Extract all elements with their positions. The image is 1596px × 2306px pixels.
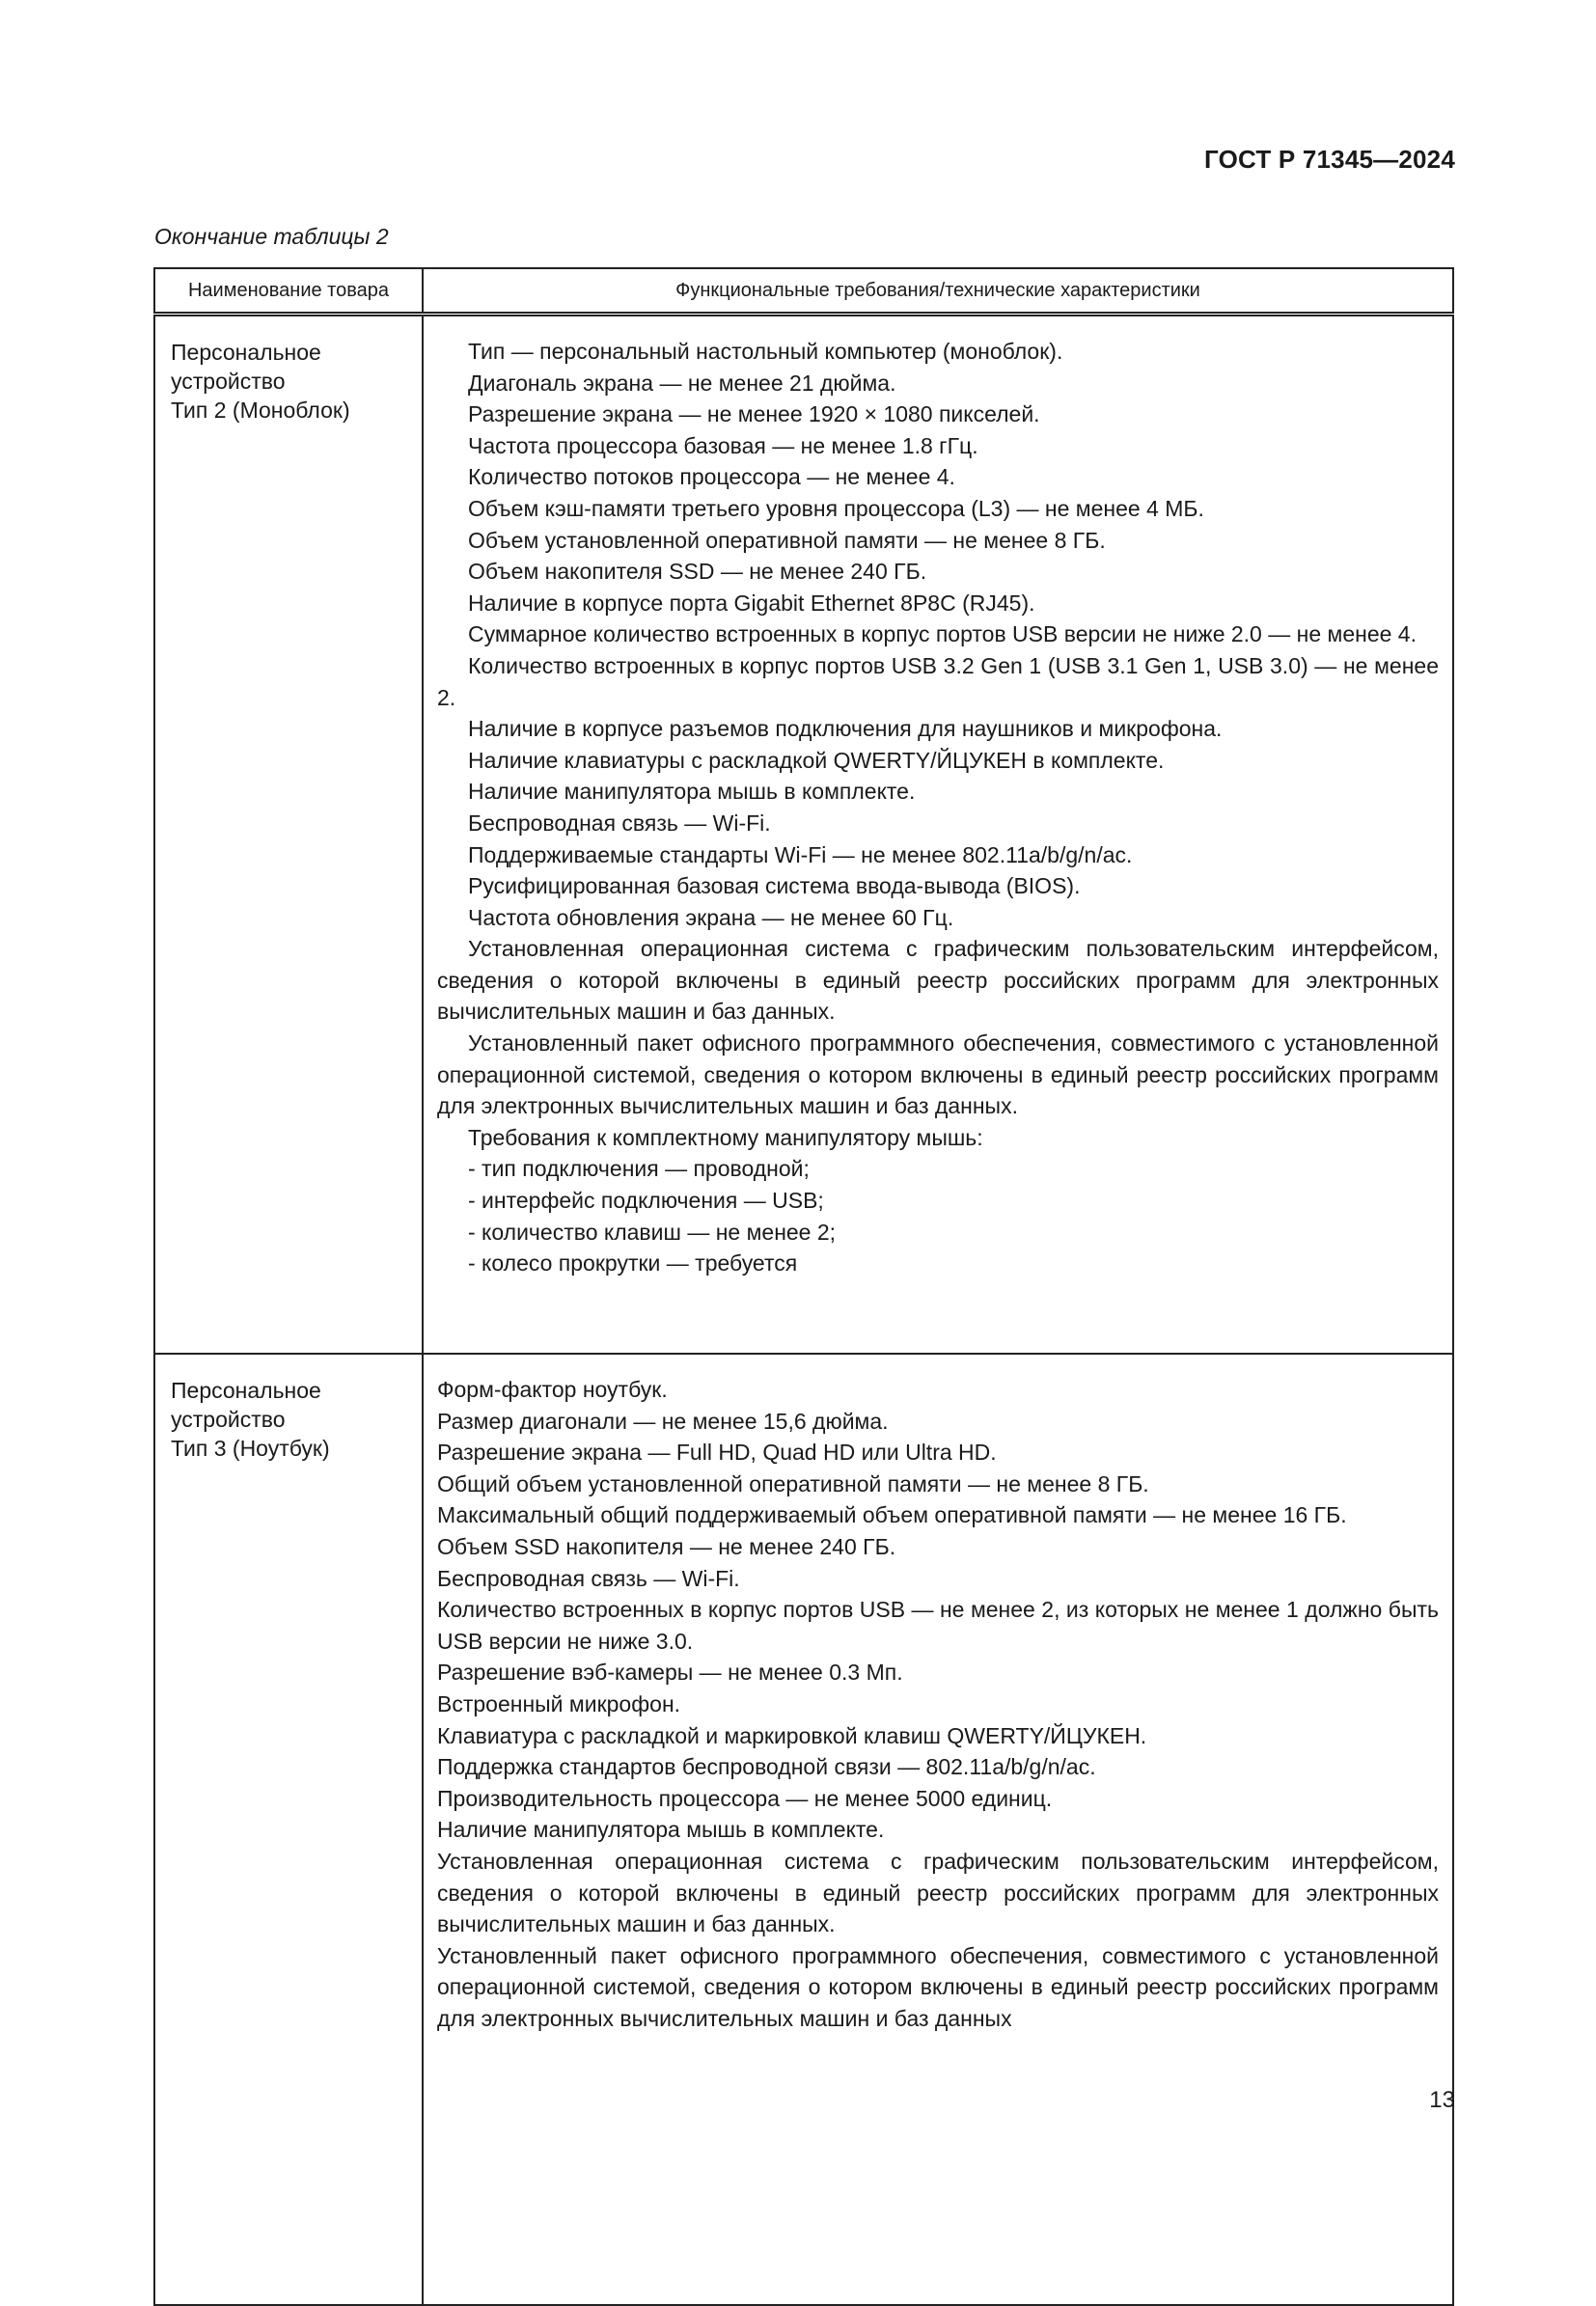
requirement-line: Количество встроенных в корпус портов USB — не менее 2, из которых не менее 1 должно быть USB версии не ниже 3.0. [437, 1597, 1439, 1654]
requirement-line: Русифицированная базовая система ввода-вывода (BIOS). [468, 873, 1081, 899]
product-name-line: Персональное [171, 1378, 321, 1403]
requirement-line: Размер диагонали — не менее 15,6 дюйма. [437, 1408, 889, 1434]
requirement-line: Диагональ экрана — не менее 21 дюйма. [468, 370, 896, 396]
requirement-line: - тип подключения — проводной; [468, 1156, 810, 1182]
requirement-line: - количество клавиш — не менее 2; [468, 1219, 837, 1245]
requirement-line: Установленная операционная система с графическим пользовательским интерфейсом, сведения о которой включены в единый реестр российских программ для электронных вычислительных машин и баз данных. [437, 936, 1439, 1025]
requirement-line: Производительность процессора — не менее 5000 единиц. [437, 1785, 1053, 1811]
product-name-cell [154, 1354, 423, 2305]
requirement-line: Установленный пакет офисного программного обеспечения, совместимого с установленной операционной системой, сведения о котором включены в единый реестр российских программ для электронных вычислительных машин и баз данных. [437, 1030, 1439, 1119]
requirement-line: Частота обновления экрана — не менее 60 Гц. [468, 904, 954, 930]
requirement-line: Беспроводная связь — Wi-Fi. [437, 1565, 740, 1591]
requirement-line: Суммарное количество встроенных в корпус портов USB версии не ниже 2.0 — не менее 4. [468, 621, 1417, 647]
page-number: 13 [1429, 2087, 1455, 2113]
requirement-line: Беспроводная связь — Wi-Fi. [468, 810, 771, 836]
requirement-line: Максимальный общий поддерживаемый объем оперативной памяти — не менее 16 ГБ. [437, 1502, 1347, 1528]
column-header-requirements: Функциональные требования/технические характеристики [423, 268, 1453, 315]
requirements-cell [423, 315, 1453, 1355]
requirement-line: Клавиатура с раскладкой и маркировкой клавиш QWERTY/ЙЦУКЕН. [437, 1722, 1147, 1748]
requirements-table [153, 267, 1454, 2306]
product-name-line: устройство [171, 1407, 286, 1432]
table-header-row [154, 268, 1453, 315]
requirement-line: Разрешение экрана — не менее 1920 × 1080 пикселей. [468, 401, 1040, 427]
requirement-line: - интерфейс подключения — USB; [468, 1188, 824, 1214]
table-row [154, 315, 1453, 1355]
requirement-line: Объем SSD накопителя — не менее 240 ГБ. [437, 1533, 896, 1559]
product-name-line: устройство [171, 369, 286, 394]
requirement-line: - колесо прокрутки — требуется [468, 1250, 798, 1277]
requirement-line: Общий объем установленной оперативной памяти — не менее 8 ГБ. [437, 1470, 1149, 1496]
product-name-line: Персональное [171, 340, 321, 365]
requirement-line: Поддерживаемые стандарты Wi-Fi — не менее 802.11a/b/g/n/ac. [468, 841, 1133, 867]
requirement-line: Объем накопителя SSD — не менее 240 ГБ. [468, 559, 927, 585]
requirement-line: Форм-фактор ноутбук. [437, 1377, 668, 1402]
requirements-cell [423, 1354, 1453, 2305]
requirement-line: Количество потоков процессора — не менее 4. [468, 464, 955, 490]
requirement-line: Поддержка стандартов беспроводной связи — 802.11a/b/g/n/ac. [437, 1754, 1096, 1780]
requirement-line: Наличие в корпусе порта Gigabit Ethernet 8P8C (RJ45). [468, 590, 1035, 616]
table-caption: Окончание таблицы 2 [154, 224, 389, 249]
column-header-product-name: Наименование товара [154, 268, 423, 315]
product-name-line: Тип 2 (Моноблок) [171, 398, 350, 423]
requirement-line: Требования к комплектному манипулятору мышь: [468, 1124, 983, 1150]
requirement-line: Тип — персональный настольный компьютер (моноблок). [468, 339, 1063, 364]
product-name-cell [154, 315, 423, 1355]
requirement-line: Количество встроенных в корпус портов USB 3.2 Gen 1 (USB 3.1 Gen 1, USB 3.0) — не менее 2. [437, 652, 1439, 710]
product-name-line: Тип 3 (Ноутбук) [171, 1436, 330, 1461]
requirement-line: Объем кэш-памяти третьего уровня процессора (L3) — не менее 4 МБ. [468, 495, 1204, 521]
requirement-line: Наличие манипулятора мышь в комплекте. [437, 1817, 885, 1843]
requirement-line: Установленная операционная система с графическим пользовательским интерфейсом, сведения о которой включены в единый реестр российских программ для электронных вычислительных машин и баз данных. [437, 1848, 1439, 1937]
table-row [154, 1354, 1453, 2305]
requirement-line: Разрешение экрана — Full HD, Quad HD или Ultra HD. [437, 1440, 997, 1466]
requirement-line: Разрешение вэб-камеры — не менее 0.3 Мп. [437, 1660, 903, 1686]
requirement-line: Частота процессора базовая — не менее 1.8 гГц. [468, 432, 978, 458]
requirement-line: Наличие в корпусе разъемов подключения для наушников и микрофона. [468, 716, 1223, 742]
requirement-line: Объем установленной оперативной памяти — не менее 8 ГБ. [468, 527, 1106, 553]
requirement-line: Наличие манипулятора мышь в комплекте. [468, 779, 916, 805]
requirement-line: Встроенный микрофон. [437, 1690, 681, 1716]
document-code: ГОСТ Р 71345—2024 [1204, 145, 1455, 174]
requirement-line: Установленный пакет офисного программного обеспечения, совместимого с установленной операционной системой, сведения о котором включены в единый реестр российских программ для электронных вычислительных машин и баз данных [437, 1942, 1439, 2031]
requirement-line: Наличие клавиатуры с раскладкой QWERTY/ЙЦУКЕН в комплекте. [468, 747, 1165, 773]
